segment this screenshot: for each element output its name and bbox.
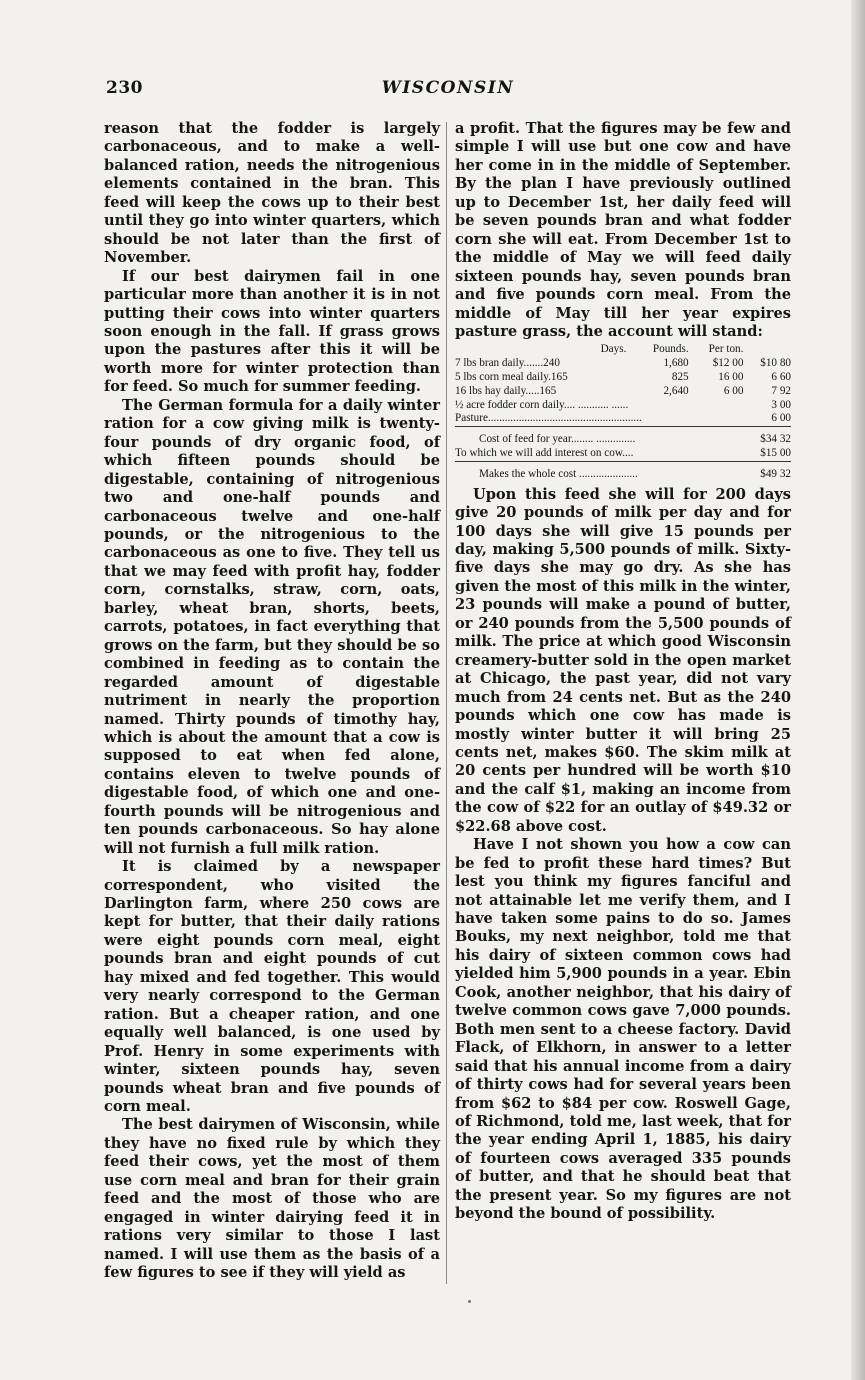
running-title: WISCONSIN (381, 78, 515, 98)
table-row: 7 lbs bran daily.......240 1,680 $12 00 $10 80 (455, 357, 791, 370)
header-pounds: Pounds. (652, 343, 689, 356)
paragraph: a profit. That the figures may be few and simple I will use but one cow and have her come in in the middle of September. By the plan I have previously outlined up to December 1st, her daily feed will be seven pounds bran and what fodder corn she will eat. From December 1st to the middle of May we will feed daily sixteen pounds hay, seven pounds bran and five pounds corn meal. From the middle of May till her year expires pasture grass, the account will stand: (455, 120, 791, 340)
header-days: Days. (600, 343, 627, 356)
table-row: To which we will add interest on cow.... $15 00 (455, 447, 791, 460)
paragraph: The German formula for a daily winter ration for a cow giving milk is twenty-four pounds of dry organic food, of which fifteen pounds should be digestable, containing of nitrogenious two and one-half pounds and carbonaceous twelve and one-half pounds, or the nitrogenious to the carbonaceous as one to five. They tell us that we may feed with profit hay, fodder corn, cornstalks, straw, corn, oats, barley, wheat bran, shorts, beets, carrots, potatoes, in fact everything that grows on the farm, but they should be so combined in feeding as to contain the regarded amount of digestable nutriment in nearly the proportion named. Thirty pounds of timothy hay, which is about the amount that a cow is supposed to eat when fed alone, contains eleven to twelve pounds of digestable food, of which one and one-fourth pounds will be nitrogenious and ten pounds carbonaceous. So hay alone will not furnish a full milk ration. (104, 396, 440, 857)
table-row: 5 lbs corn meal daily.165 825 16 00 6 60 (455, 371, 791, 384)
table-header-row (455, 343, 791, 357)
page-number: 230 (106, 78, 143, 98)
table-row: 16 lbs hay daily.....165 2,640 6 00 7 92 (455, 384, 791, 397)
page-header (106, 78, 790, 102)
header-per-ton: Per ton. (708, 343, 744, 356)
paragraph: The best dairymen of Wisconsin, while they have no fixed rule by which they feed their cows, yet the most of them use corn meal and bran for their grain feed and the most of those who are engaged in winter dairying feed it in rations very similar to those I last named. I will use them as the basis of a few figures to see if they will yield as (104, 1116, 440, 1282)
table-total-row: Makes the whole cost ..................... $49 32 (479, 467, 791, 480)
paragraph: Upon this feed she will for 200 days give 20 pounds of milk per day and for 100 days she will give 15 pounds per day, making 5,500 pounds of milk. Sixty-five days she may go dry. As she has given the most of this milk in the winter, 23 pounds will make a pound of butter, or 240 pounds from the 5,500 pounds of milk. The price at which good Wisconsin creamery-butter sold in the open market at Chicago, the past year, did not vary much from 24 cents net. But as the 240 pounds which one cow has made is mostly winter butter it will bring 25 cents net, makes $60. The skim milk at 20 cents per hundred will be worth $10 and the calf $1, making an income from the cow of $22 for an outlay of $49.32 or $22.68 above cost. (455, 485, 791, 835)
feed-cost-table (455, 343, 791, 481)
left-column (104, 120, 440, 1283)
paragraph: reason that the fodder is largely carbonaceous, and to make a well-balanced ration, needs the nitrogenious elements contained in the bran. This feed will keep the cows up to their best until they go into winter quarters, which should be not later than the first of November. (104, 120, 440, 267)
page-mark (468, 1300, 471, 1303)
right-column (455, 120, 791, 1224)
paragraph: If our best dairymen fail in one particular more than another it is in not putting their cows into winter quarters soon enough in the fall. If grass grows upon the pastures after this it will be worth more for winter protection than for feed. So much for summer feeding. (104, 267, 440, 396)
paragraph: It is claimed by a newspaper correspondent, who visited the Darlington farm, where 250 cows are kept for butter, that their daily rations were eight pounds corn meal, eight pounds bran and eight pounds of cut hay mixed and fed together. This would very nearly correspond to the German ration. But a cheaper ration, and one equally well balanced, is one used by Prof. Henry in some experiments with winter, sixteen pounds hay, seven pounds wheat bran and five pounds of corn meal. (104, 858, 440, 1116)
column-divider (446, 122, 447, 1284)
page-edge-shadow (851, 0, 865, 1380)
table-row: Cost of feed for year........ .............. $34 32 (479, 433, 791, 446)
table-row: Pasture....................................................... 6 00 (455, 412, 791, 425)
table-row: ½ acre fodder corn daily.... ........... ...... 3 00 (455, 398, 791, 411)
paragraph: Have I not shown you how a cow can be fed to profit these hard times? But lest you think my figures fanciful and not attainable let me verify them, and I have taken some pains to do so. James Bouks, my next neighbor, told me that his dairy of sixteen common cows had yielded him 5,900 pounds in a year. Ebin Cook, another neighbor, that his dairy of twelve common cows gave 7,000 pounds. Both men sent to a cheese factory. David Flack, of Elkhorn, in answer to a letter said that his annual income from a dairy of thirty cows had for several years been from $62 to $84 per cow. Roswell Gage, of Richmond, told me, last week, that for the year ending April 1, 1885, his dairy of fourteen cows averaged 335 pounds of butter, and that he should beat that the present year. So my figures are not beyond the bound of possibility. (455, 836, 791, 1223)
